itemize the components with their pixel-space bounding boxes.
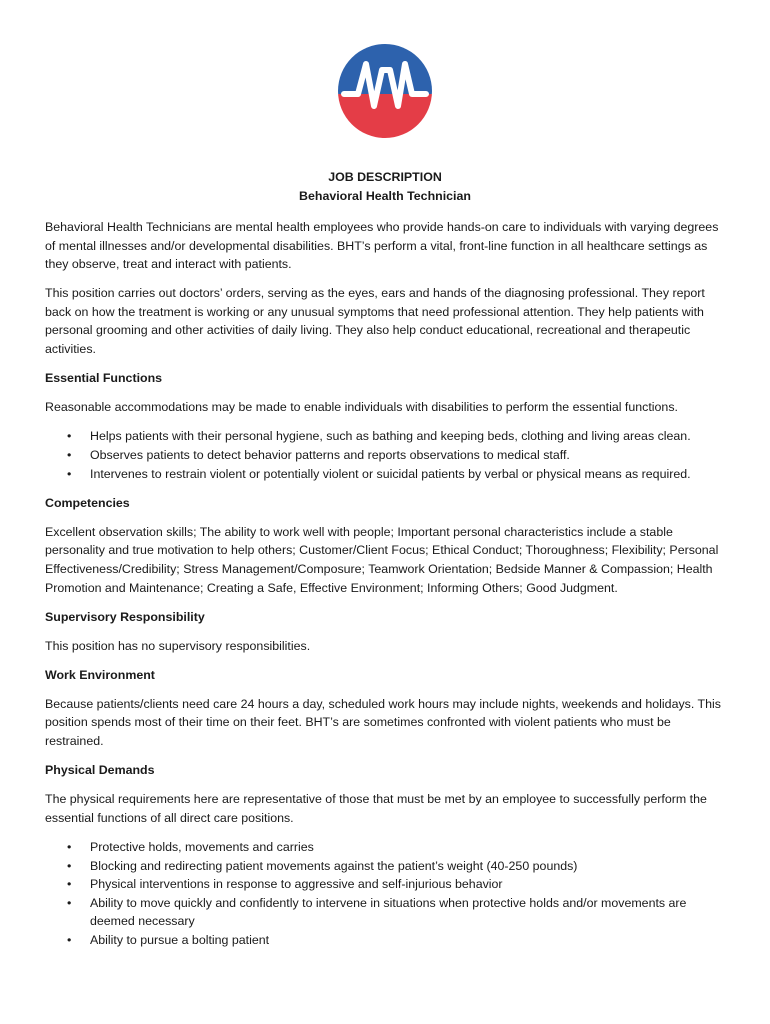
- competencies-text: Excellent observation skills; The ability to work well with people; Important personal characteristics include a stable personality and true motivation to help others; Customer/Client Focus; Ethical Conduct; Thoroughness; Flexibility; Personal Effectiveness/Credibility; Stress Management/Composure; Teamwork Orientation; Bedside Manner & Compassion; Health Promotion and Maintenance; Creating a Safe, Effective Environment; Informing Others; Good Judgment.: [45, 524, 719, 595]
- bullet-icon: •: [67, 839, 72, 854]
- essential-functions-text: Reasonable accommodations may be made to enable individuals with disabilities to perform the essential functions.: [45, 400, 678, 415]
- physical-demands-list: [45, 838, 725, 950]
- bullet-icon: •: [67, 877, 72, 892]
- list-item: • Helps patients with their personal hygiene, such as bathing and keeping beds, clothing and living areas clean.: [45, 427, 725, 446]
- list-item: • Protective holds, movements and carries: [45, 838, 725, 857]
- essential-functions-heading: Essential Functions: [45, 371, 163, 386]
- document-type-title: JOB DESCRIPTION: [328, 170, 442, 184]
- bullet-icon: •: [67, 932, 72, 947]
- bullet-icon: •: [67, 429, 72, 444]
- intro-paragraph-1: Behavioral Health Technicians are mental health employees who provide hands-on care to individuals with varying degrees of mental illnesses and/or developmental disabilities. BHT’s perform a vital, front-line function in all healthcare settings as they observe, treat and interact with patients.: [45, 220, 719, 272]
- job-title: Behavioral Health Technician: [299, 189, 471, 203]
- work-environment-text: Because patients/clients need care 24 hours a day, scheduled work hours may include nights, weekends and holidays. This position spends most of their time on their feet. BHT’s are sometimes confronted with violent patients who must be restrained.: [45, 696, 721, 749]
- list-item: • Ability to move quickly and confidently to intervene in situations when protective holds and/or movements are deemed necessary: [67, 895, 687, 929]
- list-item: • Ability to pursue a bolting patient: [45, 931, 725, 950]
- document-header: [45, 168, 725, 206]
- competencies-heading: Competencies: [45, 495, 130, 510]
- list-item: • Observes patients to detect behavior patterns and reports observations to medical staff.: [45, 446, 725, 465]
- bullet-icon: •: [67, 447, 72, 462]
- work-environment-heading: Work Environment: [45, 667, 155, 682]
- job-description-document: [45, 168, 725, 950]
- essential-functions-list: [45, 427, 725, 483]
- company-logo: [338, 44, 432, 138]
- bullet-icon: •: [67, 466, 72, 481]
- list-item: • Blocking and redirecting patient movements against the patient’s weight (40-250 pounds): [45, 857, 725, 876]
- intro-paragraph-2: This position carries out doctors’ orders, serving as the eyes, ears and hands of the diagnosing professional. They report back on how the treatment is working or any unusual symptoms that need professional attention. They help patients with personal grooming and other activities of daily living. They also help conduct educational, recreational and therapeutic activities.: [45, 286, 705, 357]
- list-item: • Intervenes to restrain violent or potentially violent or suicidal patients by verbal or physical means as required.: [45, 465, 725, 484]
- supervisory-heading: Supervisory Responsibility: [45, 609, 205, 624]
- physical-demands-text: The physical requirements here are representative of those that must be met by an employee to successfully perform the essential functions of all direct care positions.: [45, 792, 707, 825]
- physical-demands-heading: Physical Demands: [45, 763, 155, 778]
- list-item: • Physical interventions in response to aggressive and self-injurious behavior: [45, 875, 725, 894]
- bullet-icon: •: [67, 858, 72, 873]
- bullet-icon: •: [67, 895, 72, 910]
- supervisory-text: This position has no supervisory responsibilities.: [45, 638, 311, 653]
